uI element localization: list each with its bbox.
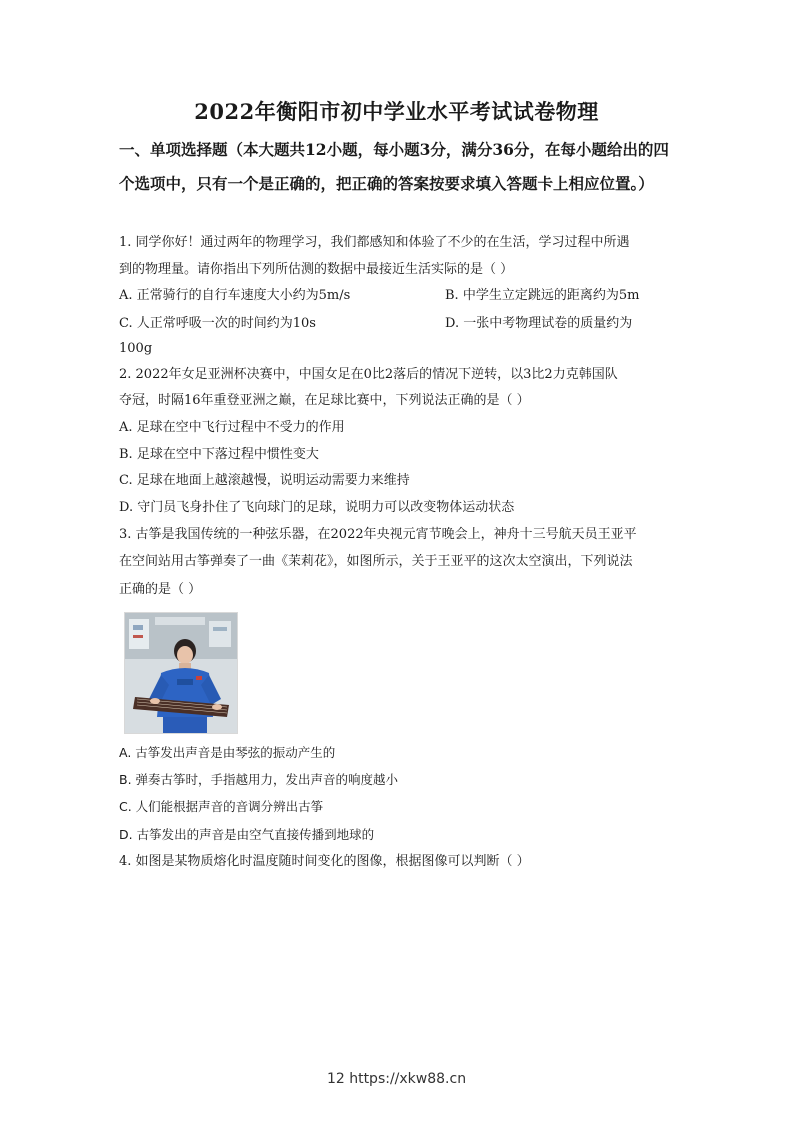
q2-option-c: C. 足球在地面上越滚越慢，说明运动需要力来维持 xyxy=(119,473,410,488)
q3-stem-line1: 3. 古筝是我国传统的一种弦乐器，在2022年央视元宵节晚会上，神舟十三号航天员王亚平 xyxy=(119,527,637,542)
q2-stem-line1: 2. 2022年女足亚洲杯决赛中，中国女足在0比2落后的情况下逆转，以3比2力克韩国队 xyxy=(119,367,618,382)
q1-stem-line2: 到的物理量。请你指出下列所估测的数据中最接近生活实际的是（ ） xyxy=(119,262,514,277)
q3-option-a: A. 古筝发出声音是由琴弦的振动产生的 xyxy=(119,745,336,760)
q3-stem-line3: 正确的是（ ） xyxy=(119,582,202,597)
q3-stem-line2: 在空间站用古筝弹奏了一曲《茉莉花》，如图所示，关于王亚平的这次太空演出，下列说法 xyxy=(119,554,633,569)
astronaut-guzheng-photo xyxy=(124,612,238,734)
q2-option-d: D. 守门员飞身扑住了飞向球门的足球，说明力可以改变物体运动状态 xyxy=(119,500,515,515)
q1-stem-line1: 1. 同学你好！通过两年的物理学习，我们都感知和体验了不少的在生活，学习过程中所遇 xyxy=(119,235,630,250)
q1-option-c: C. 人正常呼吸一次的时间约为10s xyxy=(119,316,316,331)
q1-option-a: A. 正常骑行的自行车速度大小约为5m/s xyxy=(119,288,351,303)
q4-stem-line1: 4. 如图是某物质熔化时温度随时间变化的图像，根据图像可以判断（ ） xyxy=(119,854,530,869)
q2-option-a: A. 足球在空中飞行过程中不受力的作用 xyxy=(119,420,345,435)
q1-option-d-continued: 100g xyxy=(119,341,153,356)
q3-option-c: C. 人们能根据声音的音调分辨出古筝 xyxy=(119,799,324,814)
page-footer: 12 https://xkw88.cn xyxy=(326,1071,467,1087)
page-title: 2022年衡阳市初中学业水平考试试卷物理 xyxy=(194,99,599,124)
q2-option-b: B. 足球在空中下落过程中惯性变大 xyxy=(119,447,319,462)
q1-option-d: D. 一张中考物理试卷的质量约为 xyxy=(445,316,633,331)
section-heading: 一、单项选择题（本大题共12小题，每小题3分，满分36分，在每小题给出的四个选项中，只有一个是正确的，把正确的答案按要求填入答题卡上相应位置。） xyxy=(119,140,669,193)
q1-option-b: B. 中学生立定跳远的距离约为5m xyxy=(445,288,640,303)
q3-option-d: D. 古筝发出的声音是由空气直接传播到地球的 xyxy=(119,827,375,842)
q2-stem-line2: 夺冠，时隔16年重登亚洲之巅，在足球比赛中，下列说法正确的是（ ） xyxy=(119,393,530,408)
q3-option-b: B. 弹奏古筝时，手指越用力，发出声音的响度越小 xyxy=(119,772,399,787)
